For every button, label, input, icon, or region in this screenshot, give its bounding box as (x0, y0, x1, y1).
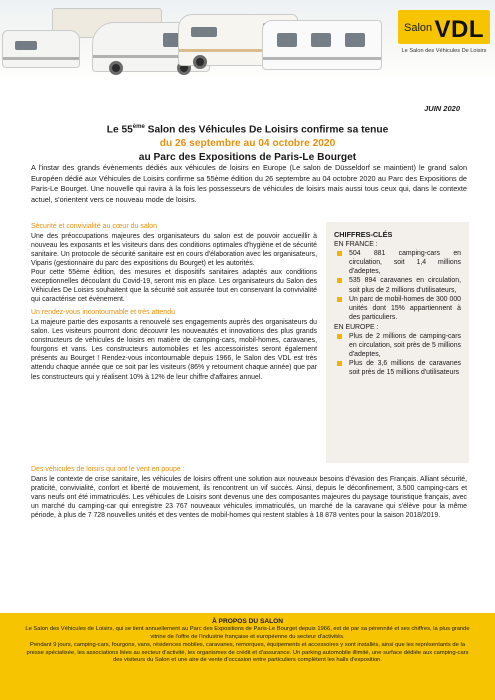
main-column (31, 222, 317, 386)
page-title (20, 120, 475, 165)
security-paragraph-1: Une des préoccupations majeures des organisateurs du salon est de pouvoir accueillir à nouveau les exposants et les visiteurs dans des conditions optimales d'hygiène et de sécurité sanitaire. Un protocole de sécurité sanitaire est en cours d'élaboration avec les organisateurs, Viparis (gestionnaire du parc des expositions du Bourget) et les autorités. (31, 232, 317, 267)
title-venue: au Parc des Expositions de Paris-Le Bourget (138, 152, 357, 164)
france-label: EN FRANCE : (334, 241, 378, 249)
section-heading-rendezvous: Un rendez-vous incontournable et très attendu (31, 309, 175, 317)
logo-badge (398, 10, 490, 44)
about-paragraph-1: Le Salon des Véhicules de Loisirs, qui se tient annuellement au Parc des Expositions de Paris-Le Bourget depuis 1966, est de par sa pérennité et ses chiffres, la plus grande vitrine de l'offre de l'industrie française et européenne du secteur d'activités. (25, 626, 470, 640)
list-item: 504 881 camping-cars en circulation, soit 1,4 millions d'adeptes, (334, 249, 461, 276)
list-item: 535 894 caravanes en circulation, soit plus de 2 millions d'utilisateurs, (334, 276, 461, 294)
list-item: Plus de 2 millions de camping-cars en circulation, soit près de 5 millions d'adeptes, (334, 332, 461, 359)
logo-salon-text: Salon (404, 22, 433, 34)
list-item: Plus de 3,6 millions de caravanes soit près de 15 millions d'utilisateurs (334, 359, 461, 377)
salon-vdl-logo (398, 6, 490, 74)
caravan-image (2, 30, 80, 68)
france-figures-list (334, 249, 461, 322)
key-figures-title: CHIFFRES-CLÉS (334, 230, 393, 239)
mobile-home-image (262, 20, 382, 70)
rendezvous-paragraph: La majeure partie des exposants a renouvelé ses engagements auprès des organisateurs du salon. Les visiteurs pourront donc découvrir les nouveautés et innovations des plus grands constructeurs de véhicules de loisirs en matière de camping-cars, mobil-homes, caravanes, fourgons et vans. Les constructeurs automobiles et les accessoiristes seront également présents au Bourget ! Rendez-vous incontournable depuis 1966, le Salon des VDL est très attendu chaque année que ce soit par les visiteurs (86% y retournent chaque année) que par les constructeurs qui y réalisent 10% à 12% de leur chiffre d'affaires annuel. (31, 318, 317, 381)
section-heading-success: Des véhicules de loisirs qui ont le vent en poupe : (31, 466, 185, 473)
about-footer (0, 613, 495, 700)
logo-brand-text: VDL (434, 16, 484, 43)
security-paragraph-2: Pour cette 55ème édition, des mesures et dispositifs sanitaires adaptés aux conditions exceptionnelles découlant du Covid-19, seront mis en place. Les organisateurs du Salon des Véhicules De Loisirs souhaitent que la sécurité soit assurée tout en conservant la convivialité qui caractérise cet évènement. (31, 268, 317, 304)
europe-label: EN EUROPE : (334, 323, 379, 331)
intro-paragraph: A l'instar des grands évènements dédiés aux véhicules de loisirs en Europe (Le salon de Düsseldorf se maintient) le grand salon Européen dédié aux Véhicules de Loisirs confirme sa 55ème édition du 26 septembre au 04 octobre 2020 au Parc des Expositions de Paris-Le Bourget. Une nouvelle qui ravira à la fois les possesseurs de véhicules de loisirs mais aussi tous ceux qui, dans le contexte actuel, s'orientent vers ce nouveau mode de loisirs. (31, 163, 467, 204)
about-title: À PROPOS DU SALON (211, 618, 284, 625)
key-figures-box (326, 222, 469, 463)
success-section (31, 465, 467, 520)
title-line-1: Le 55ème Salon des Véhicules De Loisirs confirme sa tenue (106, 124, 389, 136)
title-dates: du 26 septembre au 04 octobre 2020 (159, 138, 336, 150)
list-item: Un parc de mobil-homes de 300 000 unités dont 15% appartiennent à des particuliers. (334, 295, 461, 322)
section-heading-security: Sécurité et convivialité au cœur du salon (31, 223, 158, 230)
success-paragraph: Dans le contexte de crise sanitaire, les véhicules de loisirs offrent une solution aux nouveaux besoins d'évasion des Français. Alliant sécurité, praticité, convivialité, confort et liberté de mouvement, ils rencontrent un vif succès. Ainsi, depuis le déconfinement, 3.500 camping-cars et vans neufs ont été immatriculés. Les véhicules de Loisirs sont devenus une des composantes majeures du paysage touristique français, avec un marché du camping-car qui enregistre 23 767 nouveaux véhicules immatriculés, un marché de la caravane qui s'élève pour la même période, à plus de 7 728 nouvelles unités et des ventes de mobil-homes qui restent stables à 18 878 ventes pour la saison 2018/2019. (31, 475, 467, 519)
europe-figures-list (334, 332, 461, 377)
logo-subtitle: Le Salon des Véhicules De Loisirs (401, 48, 487, 54)
about-paragraph-2: Pendant 9 jours, camping-cars, fourgons, vans, résidences mobiles, caravanes, remorques, équipements et accessoires y sont installés, ainsi que les représentants de la presse spécialisée, les associations liées au secteur d'activité, les organismes de crédit et d'assurance. Un parking automobile illimité, une surface dédiée aux camping-cars des visiteurs du Salon et une aire de vente d'occasion entre particuliers complètent les halls d'exposition. (26, 642, 469, 663)
publication-date: JUIN 2020 (424, 104, 460, 113)
header-photo-banner (0, 0, 495, 82)
